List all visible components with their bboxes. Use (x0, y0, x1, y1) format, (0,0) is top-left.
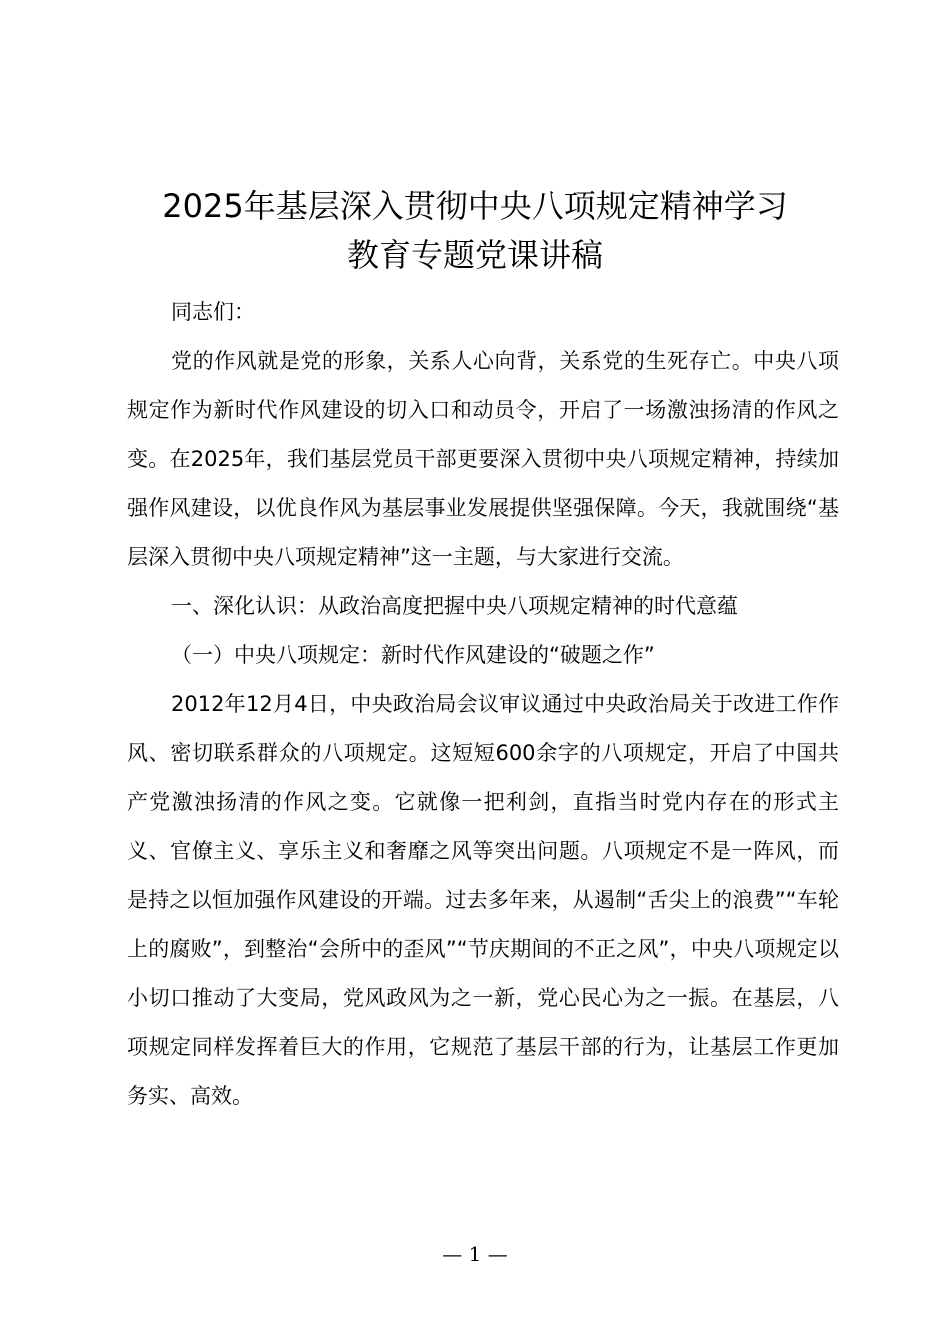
document-title-line-2: 教育专题党课讲稿 (346, 236, 603, 274)
document-title-line-1: 2025年基层深入贯彻中央八项规定精神学习 (162, 187, 788, 225)
document-body (127, 288, 839, 1121)
subsection-heading-1: （一）中央八项规定：新时代作风建设的“破题之作” (171, 643, 655, 667)
section-heading-1: 一、深化认识：从政治高度把握中央八项规定精神的时代意蕴 (171, 594, 738, 618)
page-number: — 1 — (442, 1242, 508, 1266)
paragraph-intro: 党的作风就是党的形象，关系人心向背，关系党的生死存亡。中央八项规定作为新时代作风建设的切入口和动员令，开启了一场激浊扬清的作风之变。在2025年，我们基层党员干部更要深入贯彻中央八项规定精神，持续加强作风建设，以优良作风为基层事业发展提供坚强保障。今天，我就围绕“基层深入贯彻中央八项规定精神”这一主题，与大家进行交流。 (127, 349, 839, 569)
salutation: 同志们： (171, 300, 255, 324)
paragraph-history: 2012年12月4日，中央政治局会议审议通过中央政治局关于改进工作作风、密切联系群众的八项规定。这短短600余字的八项规定，开启了中国共产党激浊扬清的作风之变。它就像一把利剑，直指当时党内存在的形式主义、官僚主义、享乐主义和奢靡之风等突出问题。八项规定不是一阵风，而是持之以恒加强作风建设的开端。过去多年来，从遏制“舌尖上的浪费”“车轮上的腐败”，到整治“会所中的歪风”“节庆期间的不正之风”，中央八项规定以小切口推动了大变局，党风政风为之一新，党心民心为之一振。在基层，八项规定同样发挥着巨大的作用，它规范了基层干部的行为，让基层工作更加务实、高效。 (127, 692, 839, 1108)
